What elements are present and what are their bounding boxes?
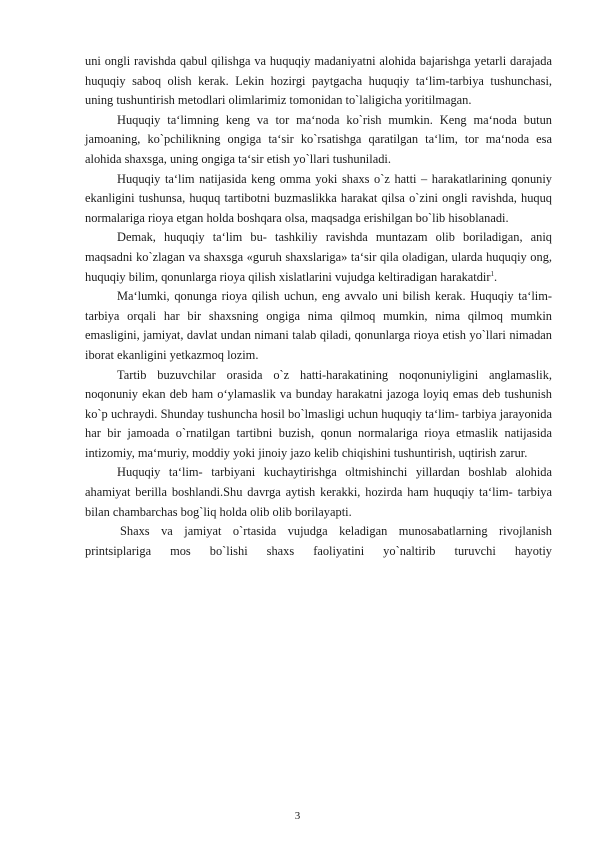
paragraph-8: Shaxs va jamiyat o`rtasida vujudga keladigan munosabatlarning rivojlanish printsiplariga mos bo`lishi shaxs faoliyatini yo`naltirib turuvchi hayotiy bbox=[85, 524, 552, 558]
paragraph-5: Ma‘lumki, qonunga rioya qilish uchun, eng avvalo uni bilish kerak. Huquqiy ta‘lim- tarbiya orqali har bir shaxsning ongiga nima qilmoq mumkin, nima qilmoq mumkin emasligini, jamiyat, davlat undan nimani talab qiladi, qonunlarga rioya etish yo`llari nimadan iborat ekanligini yetkazmoq lozim. bbox=[85, 289, 552, 362]
paragraph-4-period: . bbox=[493, 269, 498, 284]
body-text bbox=[85, 52, 552, 561]
paragraph-4 bbox=[85, 228, 552, 287]
paragraph-3: Huquqiy ta‘lim natijasida keng omma yoki shaxs o`z hatti – harakatlarining qonuniy ekanligini tushunsa, huquq tartibotni buzmaslikka harakat qilsa o`zini ongli ravishda, huquq normalariga rioya etgan holda boshqara olsa, maqsadga erishilgan bo`lib hisoblanadi. bbox=[85, 171, 552, 225]
paragraph-6: Tartib buzuvchilar orasida o`z hatti-harakatining noqonuniyligini anglamaslik, noqonuniy ekan deb ham o‘ylamaslik va bunday harakatni jazoga loyiq emas deb tushunish ko`p uchraydi. Shunday tushuncha hosil bo`lmasligi uchun huquqiy ta‘lim- tarbiya jarayonida har bir jamoada o`rnatilgan tartibni buzish, qonun normalariga rioya etmaslik natijasida intizomiy, ma‘muriy, moddiy yoki jinoiy jazo kelib chiqishini tushuntirish, uqtirish zarur. bbox=[85, 367, 552, 460]
page-number: 3 bbox=[294, 810, 301, 822]
paragraph-7: Huquqiy ta‘lim- tarbiyani kuchaytirishga oltmishinchi yillardan boshlab alohida ahamiyat berilla boshlandi.Shu davrga aytish kerakki, hozirda ham huquqiy ta‘lim- tarbiya bilan chambarchas bog`liq holda olib olib borilayapti. bbox=[85, 465, 552, 519]
paragraph-2: Huquqiy ta‘limning keng va tor ma‘noda ko`rish mumkin. Keng ma‘noda butun jamoaning, ko`pchilikning ongiga ta‘sir ko`rsatishga qaratilgan ta‘lim, tor ma‘noda esa alohida shaxsga, uning ongiga ta‘sir etish yo`llari tushuniladi. bbox=[85, 112, 552, 166]
paragraph-1: uni ongli ravishda qabul qilishga va huquqiy madaniyatni alohida bajarishga yetarli darajada huquqiy saboq olish kerak. Lekin hozirgi paytgacha huquqiy ta‘lim-tarbiya tushunchasi, uning tushuntirish metodlari olimlarimiz tomonidan to`laligicha yoritilmagan. bbox=[85, 54, 552, 108]
paragraph-4-text: Demak, huquqiy ta‘lim bu- tashkiliy ravishda muntazam olib boriladigan, aniq maqsadni ko`zlagan va shaxsga «guruh shaxslariga» ta‘sir qila oladigan, ularda huquqiy ong, huquqiy bilim, qonunlarga rioya qilish xislatlarini vujudga keltiradigan harakatdir bbox=[85, 230, 552, 284]
footnote-mark[interactable]: 1 bbox=[490, 269, 494, 278]
